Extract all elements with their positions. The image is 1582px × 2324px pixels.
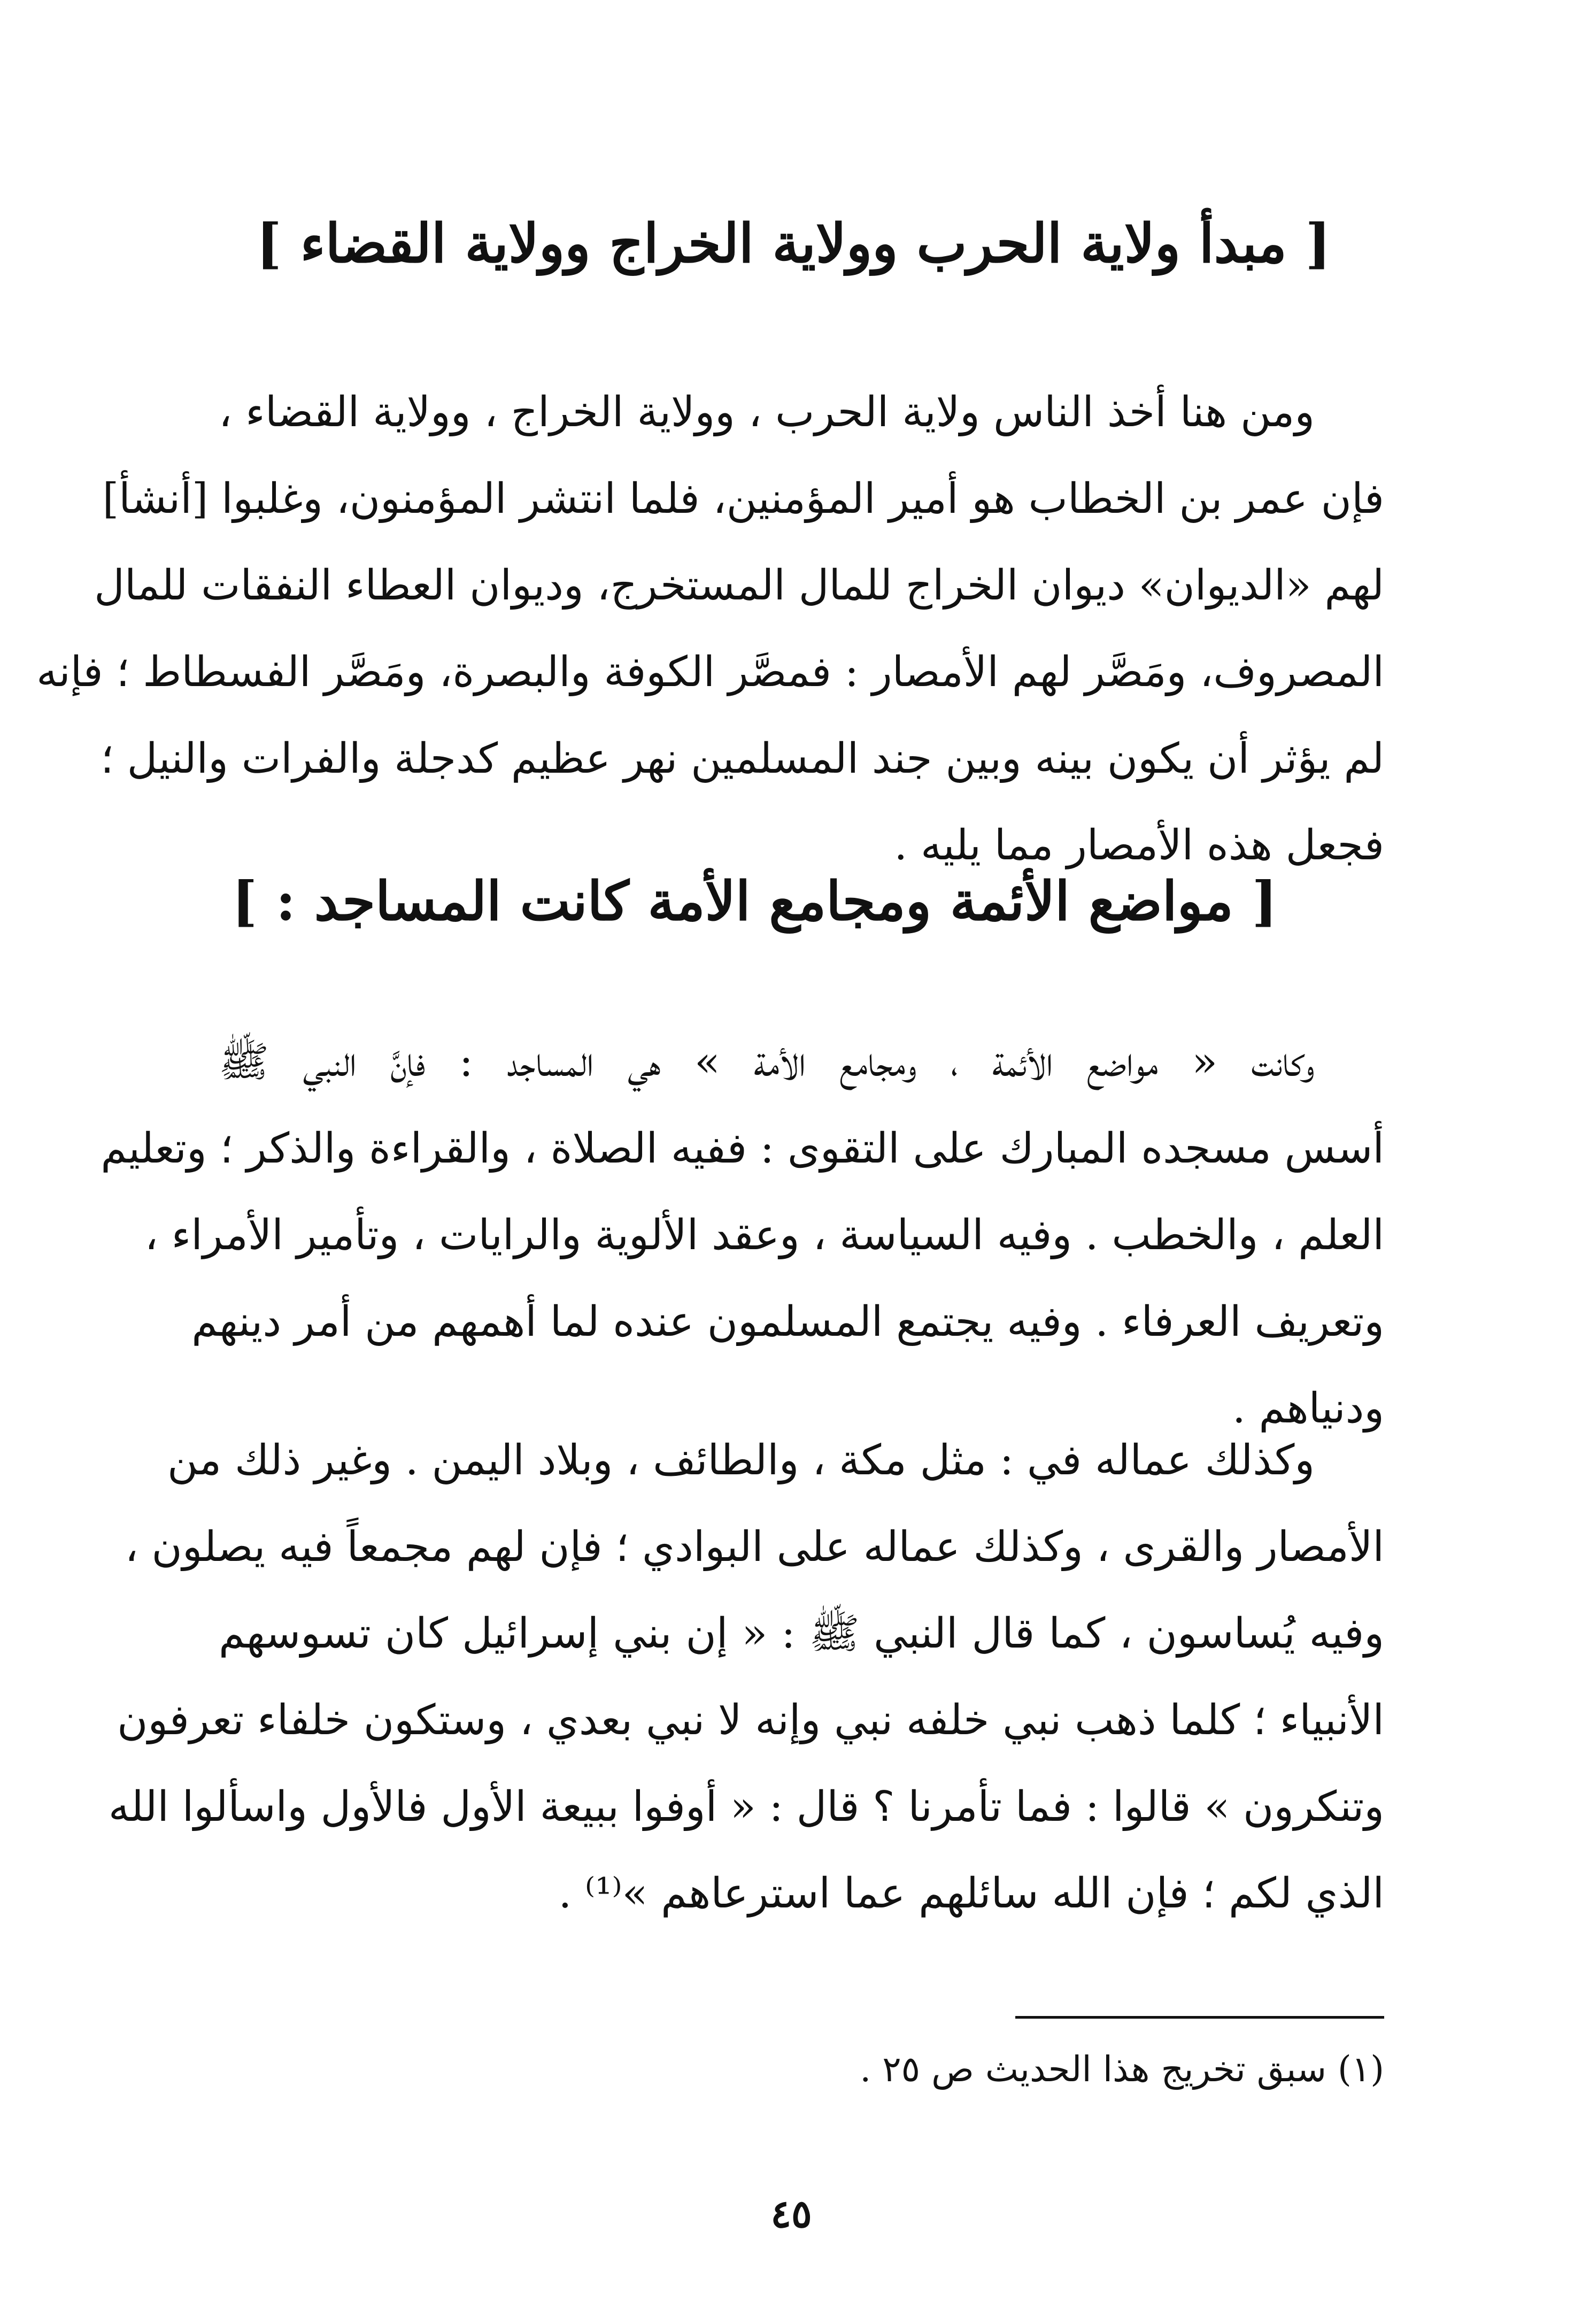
paragraph-line: لهم «الديوان» ديوان الخراج للمال المستخرج، وديوان العطاء النفقات للمال [94,561,1384,610]
paragraph-line: فجعل هذه الأمصار مما يليه . [894,821,1384,869]
paragraph-diwan-amsar [36,369,1384,889]
paragraph-line: فإن عمر بن الخطاب هو أمير المؤمنين، فلما انتشر المؤمنون، وغلبوا [أنشأ] [102,475,1384,523]
paragraph-mosques [101,1019,1384,1452]
paragraph-line: لم يؤثر أن يكون بينه وبين جند المسلمين نهر عظيم كدجلة والفرات والنيل ؛ [101,735,1384,783]
paragraph-line: الذي لكم ؛ فإن الله سائلهم عما استرعاهم »⁽¹⁾ . [558,1869,1384,1918]
footnote: (١) سبق تخريج هذا الحديث ص ٢٥ . [860,2049,1384,2090]
paragraph-line: الأمصار والقرى ، وكذلك عماله على البوادي ؛ فإن لهم مجمعاً فيه يصلون ، [125,1523,1384,1571]
paragraph-line: وفيه يُساسون ، كما قال النبي ﷺ : « إن بني إسرائيل كان تسوسهم [219,1610,1384,1658]
paragraph-line: وكذلك عماله في : مثل مكة ، والطائف ، وبلاد اليمن . وغير ذلك من [167,1436,1315,1484]
page-number: ٤٥ [770,2191,812,2236]
paragraph-line: وتنكرون » قالوا : فما تأمرنا ؟ قال : « أوفوا ببيعة الأول فالأول واسألوا الله [108,1783,1384,1831]
section-heading-war-tax-judiciary: [ مبدأ ولاية الحرب وولاية الخراج وولاية القضاء ] [256,212,1331,275]
paragraph-line: العلم ، والخطب . وفيه السياسة ، وعقد الألوية والرايات ، وتأمير الأمراء ، [144,1211,1384,1259]
paragraph-governors-hadith [108,1417,1384,1937]
paragraph-line: وكانت « مواضع الأئمة ، ومجامع الأمة » هي المساجد : فإنَّ النبي ﷺ [219,1038,1315,1086]
paragraph-line: ودنياهم . [1232,1384,1384,1433]
paragraph-line: المصروف، ومَصَّر لهم الأمصار : فمصَّر الكوفة والبصرة، ومَصَّر الفسطاط ؛ فإنه [36,648,1384,696]
paragraph-line: وتعريف العرفاء . وفيه يجتمع المسلمون عنده لما أهمهم من أمر دينهم [191,1298,1384,1346]
paragraph-line: أسس مسجده المبارك على التقوى : ففيه الصلاة ، والقراءة والذكر ؛ وتعليم [101,1125,1384,1173]
section-heading-mosques: [ مواضع الأئمة ومجامع الأمة كانت المساجد : ] [231,869,1277,933]
paragraph-line: ومن هنا أخذ الناس ولاية الحرب ، وولاية الخراج ، وولاية القضاء ، [219,388,1315,436]
paragraph-line: الأنبياء ؛ كلما ذهب نبي خلفه نبي وإنه لا نبي بعدي ، وستكون خلفاء تعرفون [117,1696,1384,1744]
footnote-divider [1015,2016,1384,2019]
